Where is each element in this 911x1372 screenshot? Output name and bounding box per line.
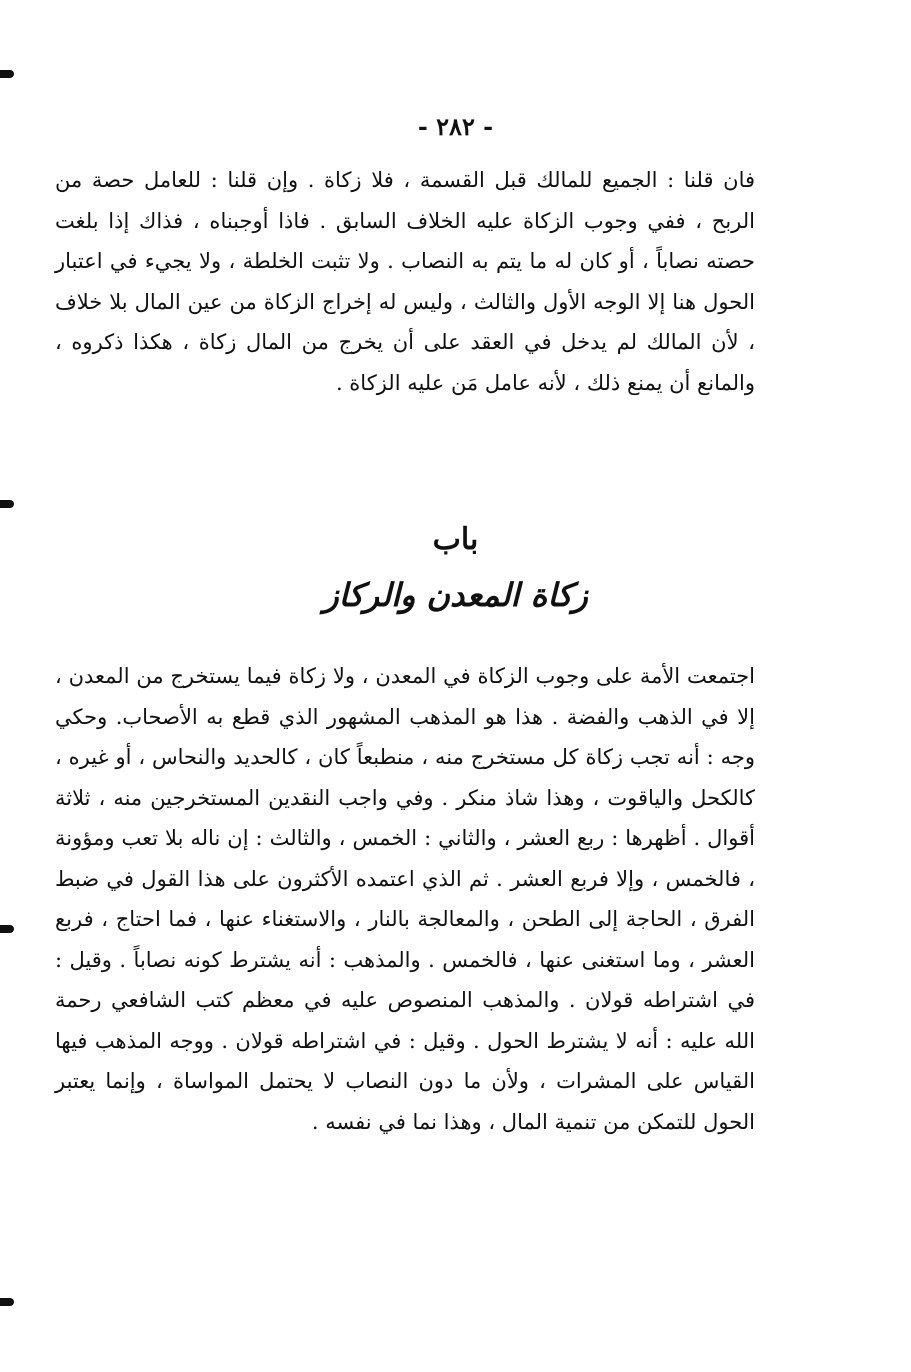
paragraph-1: فان قلنا : الجميع للمالك قبل القسمة ، فلا زكاة . وإن قلنا : للعامل حصة من الربح ، ففي وجوب الزكاة عليه الخلاف السابق . فاذا أوجبناه ، فذاك إذا بلغت حصته نصاباً ، أو كان له ما يتم به النصاب . ولا تثبت الخلطة ، ولا يجيء في اعتبار الحول هنا إلا الوجه الأول والثالث ، وليس له إخراج الزكاة من عين المال بلا خلاف ، لأن المالك لم يدخل في العقد على أن يخرج من المال زكاة ، هكذا ذكروه ، والمانع أن يمنع ذلك ، لأنه عامل مَن عليه الزكاة . (55, 168, 755, 395)
scan-edge-mark (0, 70, 14, 78)
page-number: - ٢٨٢ - (417, 112, 494, 141)
chapter-label: باب (432, 522, 479, 557)
paragraph-2: اجتمعت الأمة على وجوب الزكاة في المعدن ، ولا زكاة فيما يستخرج من المعدن ، إلا في الذهب والفضة . هذا هو المذهب المشهور الذي قطع به الأصحاب. وحكي وجه : أنه تجب زكاة كل مستخرج منه ، منطبعاً كان ، كالحديد والنحاس ، أو غيره ، كالكحل والياقوت ، وهذا شاذ منكر . وفي واجب النقدين المستخرجين منه ، ثلاثة أقوال . أظهرها : ربع العشر ، والثاني : الخمس ، والثالث : إن ناله بلا تعب ومؤونة ، فالخمس ، وإلا فربع العشر . ثم الذي اعتمده الأكثرون على هذا القول في ضبط الفرق ، الحاجة إلى الطحن ، والمعالجة بالنار ، والاستغناء عنها ، فما احتاج ، فربع العشر ، وما استغنى عنها ، فالخمس . والمذهب : أنه يشترط كونه نصاباً . وقيل : في اشتراطه قولان . والمذهب المنصوص عليه في معظم كتب الشافعي رحمة الله عليه : أنه لا يشترط الحول . وقيل : في اشتراطه قولان . ووجه المذهب فيها القياس على المشرات ، ولأن ما دون النصاب لا يحتمل المواساة ، وإنما يعتبر الحول للتمكن من تنمية المال ، وهذا نما في نفسه . (55, 664, 755, 1134)
scan-edge-mark (0, 500, 14, 508)
scan-edge-mark (0, 925, 14, 933)
chapter-title: زكاة المعدن والركاز (323, 576, 588, 614)
scan-edge-mark (0, 1298, 14, 1306)
